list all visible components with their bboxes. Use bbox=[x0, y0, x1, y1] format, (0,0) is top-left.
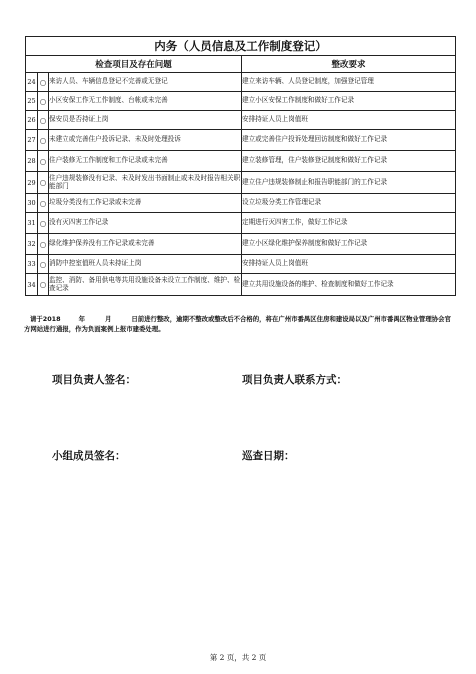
table-row bbox=[26, 151, 456, 172]
project-contact-label: 项目负责人联系方式： bbox=[242, 374, 347, 386]
table-row bbox=[26, 274, 456, 296]
team-member-signature-label: 小组成员签名： bbox=[52, 450, 126, 462]
row-issue: 监控、消防、备用供电等共用设施设备未设立工作制度、维护、检查记录 bbox=[49, 274, 242, 296]
row-issue: 绿化维护保养没有工作记录或未完善 bbox=[49, 234, 242, 255]
row-requirement: 建立来访车辆、人员登记制度，加强登记管理 bbox=[242, 73, 456, 92]
checkbox-icon[interactable]: ○ bbox=[38, 130, 49, 151]
row-number: 31 bbox=[26, 213, 38, 234]
row-requirement: 建立小区绿化维护保养制度和做好工作记录 bbox=[242, 234, 456, 255]
notice-part-3: 月 bbox=[104, 315, 112, 323]
row-number: 25 bbox=[26, 92, 38, 111]
page-footer: 第 2 页，共 2 页 bbox=[209, 653, 267, 662]
row-number: 32 bbox=[26, 234, 38, 255]
row-number: 33 bbox=[26, 255, 38, 274]
project-leader-signature-label: 项目负责人签名： bbox=[52, 374, 136, 386]
table-row bbox=[26, 130, 456, 151]
table-row bbox=[26, 255, 456, 274]
row-requirement: 建立住户违规装修制止和报告职能部门的工作记录 bbox=[242, 172, 456, 194]
header-requirement: 整改要求 bbox=[242, 56, 456, 73]
inspection-date-label: 巡查日期： bbox=[242, 450, 295, 462]
row-number: 34 bbox=[26, 274, 38, 296]
row-requirement: 设立垃圾分类工作管理记录 bbox=[242, 194, 456, 213]
row-issue: 保安员是否持证上岗 bbox=[49, 111, 242, 130]
row-issue: 来访人员、车辆信息登记不完善或无登记 bbox=[49, 73, 242, 92]
checkbox-icon[interactable]: ○ bbox=[38, 255, 49, 274]
table-row bbox=[26, 92, 456, 111]
row-number: 24 bbox=[26, 73, 38, 92]
table-row bbox=[26, 111, 456, 130]
checkbox-icon[interactable]: ○ bbox=[38, 194, 49, 213]
row-issue: 消防中控室值班人员未持证上岗 bbox=[49, 255, 242, 274]
notice-part-1: 请于2018 bbox=[30, 315, 61, 323]
row-requirement: 定期进行灭四害工作，做好工作记录 bbox=[242, 213, 456, 234]
table-title-row bbox=[26, 37, 456, 56]
table-row bbox=[26, 73, 456, 92]
row-requirement: 建立装修管理，住户装修登记制度和做好工作记录 bbox=[242, 151, 456, 172]
row-number: 28 bbox=[26, 151, 38, 172]
table-row bbox=[26, 194, 456, 213]
table-header-row bbox=[26, 56, 456, 73]
table-title: 内务（人员信息及工作制度登记） bbox=[26, 37, 456, 56]
checkbox-icon[interactable]: ○ bbox=[38, 111, 49, 130]
rectification-notice bbox=[24, 314, 456, 334]
row-requirement: 安排持证人员上岗值班 bbox=[242, 255, 456, 274]
row-issue: 住户违规装修没有记录、未及时发出书面制止或未及时报告相关职能部门 bbox=[49, 172, 242, 194]
table-row bbox=[26, 234, 456, 255]
checkbox-icon[interactable]: ○ bbox=[38, 172, 49, 194]
row-issue: 未建立或完善住户投诉记录、未及时处理投诉 bbox=[49, 130, 242, 151]
row-number: 27 bbox=[26, 130, 38, 151]
checkbox-icon[interactable]: ○ bbox=[38, 213, 49, 234]
row-issue: 小区安保工作无工作制度、台帐或未完善 bbox=[49, 92, 242, 111]
notice-part-4: 日前进行整改，逾期不整改或整改后不合格的，将在广州市番禺区住房和建设局以及广州市番禺区物业管理协会官方网站进行通报，作为负面案例上报市建委处理。 bbox=[24, 315, 451, 333]
row-requirement: 建立或完善住户投诉处理回访制度和做好工作记录 bbox=[242, 130, 456, 151]
checkbox-icon[interactable]: ○ bbox=[38, 73, 49, 92]
row-requirement: 安排持证人员上岗值班 bbox=[242, 111, 456, 130]
inspection-table bbox=[25, 36, 456, 296]
table-row bbox=[26, 172, 456, 194]
header-issue: 检查项目及存在问题 bbox=[26, 56, 242, 73]
row-number: 26 bbox=[26, 111, 38, 130]
row-requirement: 建立小区安保工作制度和做好工作记录 bbox=[242, 92, 456, 111]
checkbox-icon[interactable]: ○ bbox=[38, 92, 49, 111]
checkbox-icon[interactable]: ○ bbox=[38, 274, 49, 296]
row-issue: 住户装修无工作制度和工作记录或未完善 bbox=[49, 151, 242, 172]
row-issue: 没有灭四害工作记录 bbox=[49, 213, 242, 234]
checkbox-icon[interactable]: ○ bbox=[38, 151, 49, 172]
row-issue: 垃圾分类没有工作记录或未完善 bbox=[49, 194, 242, 213]
row-number: 29 bbox=[26, 172, 38, 194]
row-number: 30 bbox=[26, 194, 38, 213]
row-requirement: 建立共用设施设备的维护、检查制度和做好工作记录 bbox=[242, 274, 456, 296]
table-row bbox=[26, 213, 456, 234]
notice-part-2: 年 bbox=[78, 315, 85, 323]
checkbox-icon[interactable]: ○ bbox=[38, 234, 49, 255]
